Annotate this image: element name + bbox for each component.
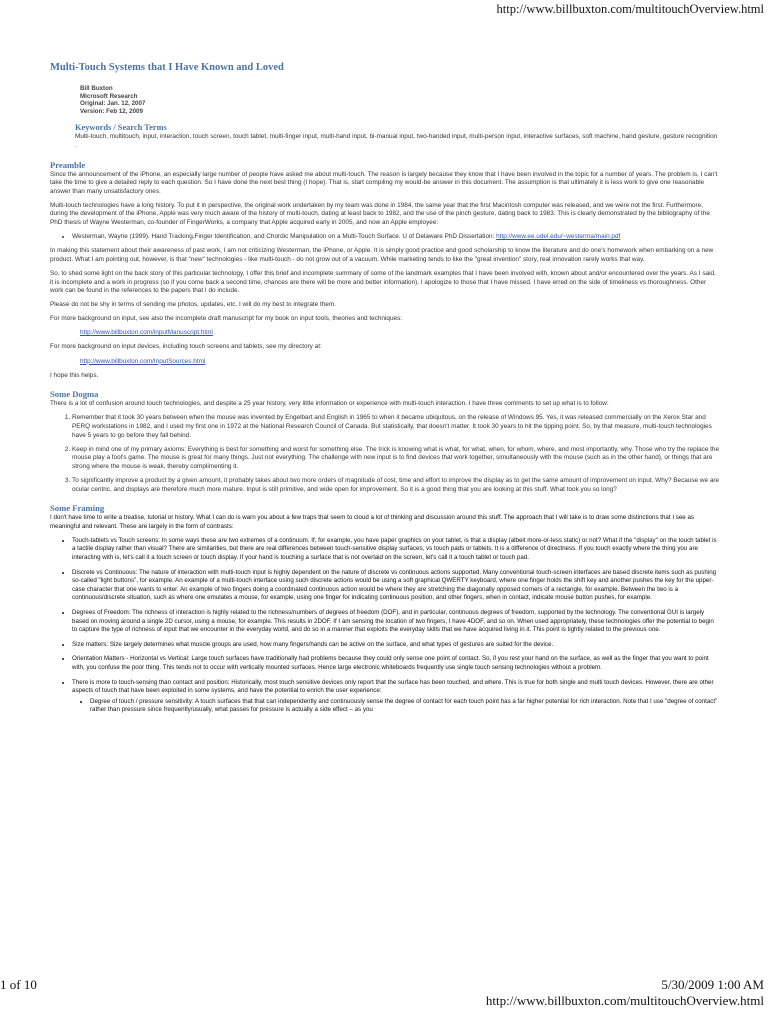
document-title: Multi-Touch Systems that I Have Known and Loved <box>50 62 284 73</box>
body-paragraph: In making this statement about their awareness of past work, I am not criticizing Westerman, the iPhone, or Apple. It is simply good practice and good scholarship to know the literature and do one's homework when embarking on a new product. What I am pointing out, however, is that "new" technologies - like multi-touch - do not grow out of a vacuum. While marketing tends to like the "great invention" story, real innovation rarely works that way. <box>50 247 714 263</box>
framing-item: • Degrees of Freedom: The richness of interaction is highly related to the richness/numbers of degrees of freedom (DOF), and in particular, continuous degrees of freedom, supported by the technology. The conventional GUI is largely based on moving around a single 2D cursor, using a mouse, for example. This results in 2DOF. If I am sensing the location of two fingers, I have 4DOF, and so on. When used appropriately, these technologies offer the potential to begin to capture the type of richness of input that we encounter in the everyday world, and do so in a manner that exploits the everyday skills that we have acquired living in it. This point is tightly related to the previous one. <box>72 609 720 635</box>
preamble-heading: Preamble <box>50 159 86 170</box>
page-number: 1 of 10 <box>0 977 37 992</box>
page-url-footer: http://www.billbuxton.com/multitouchOverview.html <box>485 993 764 1008</box>
dogma-list <box>50 414 720 494</box>
document-body <box>50 58 720 721</box>
body-paragraph: So, to shed some light on the back story of this particular technology, I offer this brief and incomplete summary of some of the landmark examples that I have been involved with, known about and/or encountered over the years. As I said, it is incomplete and a work in progress (so if you come back a second time, chances are there will be more and better information). I apologize to those that I have missed. I have erred on the side of timeliness vs thoroughness. Other work can be found in the references to the papers that I do include. <box>50 269 716 295</box>
framing-heading: Some Framing <box>50 503 105 514</box>
touch-aspects-list <box>72 698 720 715</box>
page-url-header: http://www.billbuxton.com/multitouchOverview.html <box>496 2 764 16</box>
keywords-heading: Keywords / Search Terms <box>75 123 167 133</box>
original-date: Original: Jan. 12, 2007 <box>80 100 146 108</box>
version-date: Version: Feb 12, 2009 <box>80 107 143 115</box>
framing-item: • Orientation Matters - Horizontal vs Vertical: Large touch surfaces have traditionally had problems because they could only sense one point of contact. So, if you rest your hand on the surface, as well as the finger that you want to point with, you confuse the poor thing. This tends not to occur with vertically mounted surfaces. Hence large electronic whiteboards frequently use single touch sensing technologies without a problem. <box>72 655 720 672</box>
print-datetime: 5/30/2009 1:00 AM <box>661 977 764 992</box>
keywords-text: Multi-touch, multitouch, input, interaction, touch screen, touch tablet, multi-finger input, multi-hand input, bi-manual input, two-handed input, multi-person input, interactive surfaces, soft machine, hand gesture, gesture recognition . <box>75 133 718 149</box>
preamble-paragraph: Since the announcement of the iPhone, an especially large number of people have asked me about multi-touch. The reason is largely because they know that I have been involved in the topic for a number of years. The problem is, I can't take the time to give a detailed reply to each question. So I have done the next best thing (I hope). That is, start compiling my would-be answer in this document. The assumption is that ultimately it is less work to give one reasonable answer than many unsatisfactory ones. <box>50 170 718 195</box>
body-paragraph: For more background on input devices, including touch screens and tablets, see my directory at: <box>50 343 322 351</box>
westerman-link[interactable]: http://www.ee.udel.edu/~westerma/main.pdf <box>496 233 621 241</box>
input-sources-link[interactable]: http://www.billbuxton.com/InputSources.html <box>80 357 206 365</box>
framing-intro: I don't have time to write a treatise, tutorial or history. What I can do is warn you about a few traps that seem to cloud a lot of thinking and discussion around this stuff. The approach that I will take is to draw some distinctions that I see as meaningful and relevant. These are largely in the form of contrasts: <box>50 514 694 530</box>
body-paragraph: I hope this helps. <box>50 371 99 379</box>
westerman-citation <box>72 233 720 242</box>
dogma-intro: There is a lot of confusion around touch technologies, and despite a 25 year history, very little information or experience with multi-touch interaction. I have three comments to set up what is to follow: <box>50 400 609 408</box>
framing-item: • Discrete vs Continuous: The nature of interaction with multi-touch input is highly dependent on the nature of discrete vs continuous actions supported. Many conventional touch-screen interfaces are based discrete items such as pushing so-called "light buttons", for example. An example of a multi-touch interface using such discrete actions would be using a soft graphical QWERTY keyboard, where one finger holds the shift key and another pushes the key for the upper-case character that one wants to enter. An example of two fingers doing a coordinated continuous action would be where they are stretching the diagonally opposed corners of a rectangle, for example. Between the two is a continuous/discrete situation, such as where one emulates a mouse, for example, using one finger for indicating continuous position, and other fingers, when in contact, indicate mouse button pushes, for example. <box>72 569 720 603</box>
citation-text: Westerman, Wayne (1999). Hand Tracking,Finger Identification, and Chordic Manipulation on a Multi-Touch Surface. U of Delaware PhD Dissertation: <box>72 233 497 241</box>
framing-section <box>50 503 720 715</box>
manuscript-link[interactable]: http://www.billbuxton.com/inputManuscript.html <box>80 329 213 337</box>
westerman-list <box>50 233 720 242</box>
touch-aspect-item: • Degree of touch / pressure sensitivity: A touch surfaces that that can independently and continuously sense the degree of contact for each touch point has a far higher potential for rich interaction. Note that I use "degree of contact" rather than pressure since frequently/usually, what passes for pressure is actually a side effect – as you <box>90 698 720 715</box>
framing-item: • Size matters: Size largely determines what muscle groups are used, how many fingers/hands can be active on the surface, and what types of gestures are suited for the device. <box>72 641 720 650</box>
body-paragraph: Please do not be shy in terms of sending me photos, updates, etc. I will do my best to integrate them. <box>50 301 336 309</box>
dogma-item: 2. Keep in mind one of my primary axioms: Everything is best for something and worst for something else. The trick is knowing what is what, for what, when, for whom, where, and most importantly, why. Those who try the replace the mouse play a fool's game. The mouse is great for many things. Just not everything. The challenge with new input is to find devices that work together, simultaneously with the mouse (such as in the other hand), or things that are strong where the mouse is weak, thereby complimenting it. <box>72 446 720 472</box>
body-paragraph: For more background on input, see also the incomplete draft manuscript for my book on input tools, theories and techniques: <box>50 315 403 323</box>
dogma-item: 1. Remember that it took 30 years between when the mouse was invented by Engelbart and English in 1965 to when it became ubiquitous, on the release of Windows 95. Yes, it was released commercially on the Xerox Star and PERQ workstations in 1982, and I used my first one in 1972 at the National Research Council of Canada. But statistically, that doesn't matter. It took 30 years to hit the tipping point. So, by that measure, multi-touch technologies have 5 years to go before they fall behind. <box>72 414 720 440</box>
framing-list <box>50 537 720 715</box>
preamble-paragraph: Multi-touch technologies have a long history. To put it in perspective, the original work undertaken by my team was done in 1984, the same year that the first Macintosh computer was released, and we were not the first. Furthermore, during the development of the iPhone, Apple was very much aware of the history of multi-touch, dating at least back to 1982, and the use of the pinch gesture, dating back to 1983. This is clearly demonstrated by the bibliography of the PhD thesis of Wayne Westerman, co-founder of FingerWorks, a company that Apple acquired early in 2005, and now an Apple employee: <box>50 201 710 227</box>
framing-item: • Touch-tablets vs Touch screens: In some ways these are two extremes of a continuum. If, for example, you have paper graphics on your tablet, is that a display (albeit more-or-less static) or not? What if the "display" on the touch tablet is a tactile display rather than visual? There are similarities, but there are real differences between touch-sensitive display surfaces, vs touch pads or tablets. It is a difference of directness. If you touch exactly where the thing you are interacting with is, let's call it a touch screen or touch display. If your hand is touching a surface that is not overlaid on the screen, let's call it a touch tablet or touch pad. <box>72 537 720 563</box>
author-block <box>80 85 720 115</box>
dogma-item: 3. To significantly improve a product by a given amount, it probably takes about two more orders of magnitude of cost, time and effort to improve the display as to get the same amount of improvement on input. Why? Because we are ocular centric, and displays are therefore much more mature. Input is still primitive, and wide open for improvement. So it is a good thing that you are looking at this stuff. What took you so long? <box>72 477 720 494</box>
author-affiliation: Microsoft Research <box>80 92 138 100</box>
framing-item <box>72 679 720 715</box>
author-name: Bill Buxton <box>80 85 113 92</box>
dogma-heading: Some Dogma <box>50 389 99 400</box>
framing-item-text: There is more to touch-sensing than contact and position: Historically, most touch sensitive devices only report that the surface has been touched, and where. This is true for both single and multi touch devices. However, there are other aspects of touch that have been exploited in some systems, and have the potential to enrich the user experience: <box>72 678 714 695</box>
